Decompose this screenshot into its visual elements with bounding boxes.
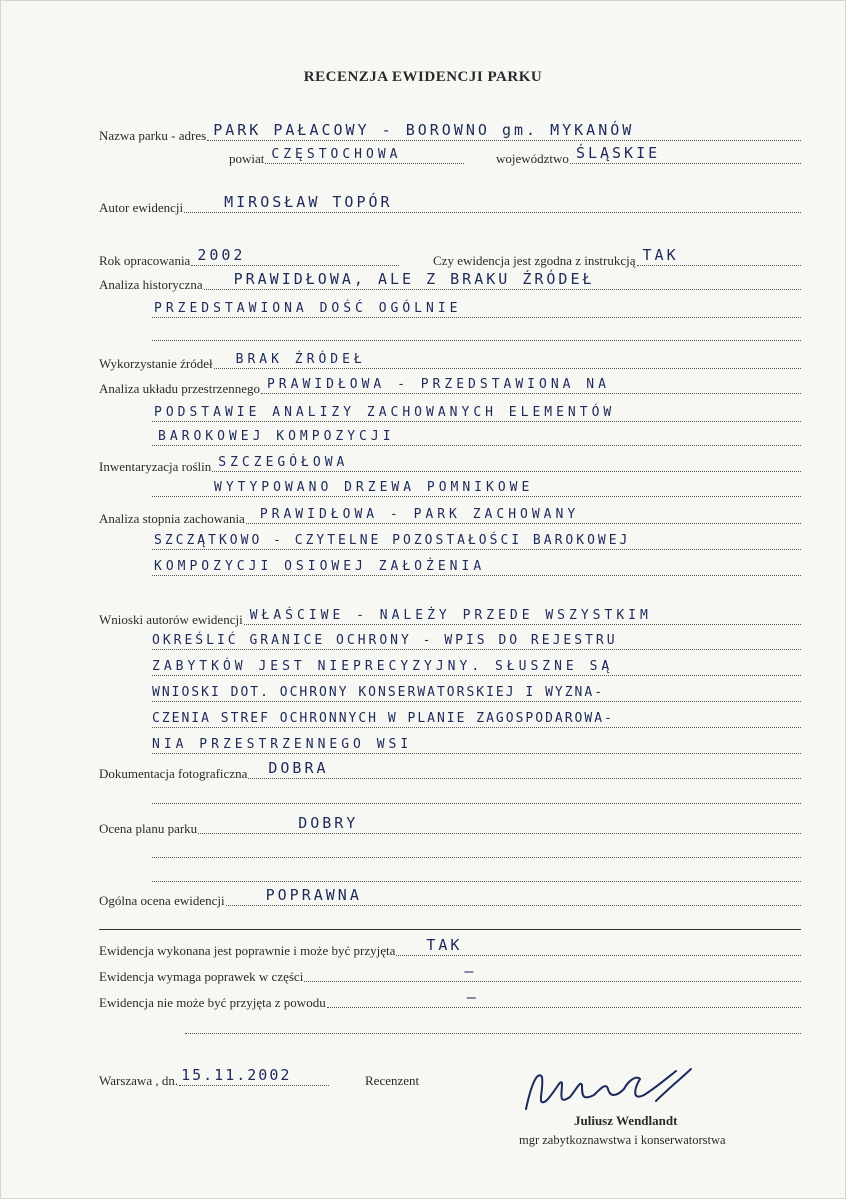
sources-label: Wykorzystanie źródeł xyxy=(99,356,213,371)
spatial-analysis-value-3: BAROKOWEJ KOMPOZYCJI xyxy=(158,429,395,444)
compliance-label: Czy ewidencja jest zgodna z instrukcją xyxy=(433,253,636,268)
park-plan-line-3 xyxy=(152,859,801,882)
county-line xyxy=(265,141,464,164)
date-line xyxy=(179,1063,329,1086)
corrections-line xyxy=(304,959,801,982)
sources-line xyxy=(214,346,801,369)
year-row xyxy=(99,247,399,269)
overall-rating-value: POPRAWNA xyxy=(265,886,362,904)
historical-analysis-row-3 xyxy=(151,322,801,344)
spatial-analysis-value-1: PRAWIDŁOWA - PRZEDSTAWIONA NA xyxy=(266,377,610,392)
conclusions-authors-value-6: NIA PRZESTRZENNEGO WSI xyxy=(152,737,413,752)
handwritten-signature xyxy=(516,1061,726,1121)
park-name-value: PARK PAŁACOWY - BOROWNO gm. MYKANÓW xyxy=(213,121,635,139)
author-row xyxy=(99,194,801,216)
county-row xyxy=(229,145,464,167)
conclusions-authors-line-3 xyxy=(152,653,801,676)
date-row xyxy=(99,1067,329,1089)
photo-documentation-line-2 xyxy=(152,781,801,804)
year-line xyxy=(191,243,399,266)
park-plan-row-2 xyxy=(151,839,801,861)
sources-value: BRAK ŹRÓDEŁ xyxy=(235,352,366,367)
park-plan-line-2 xyxy=(152,835,801,858)
park-plan-line-1 xyxy=(198,811,801,834)
spatial-analysis-value-2: PODSTAWIE ANALIZY ZACHOWANYCH ELEMENTÓW xyxy=(154,405,616,420)
spatial-analysis-row-3 xyxy=(151,427,801,449)
park-plan-label: Ocena planu parku xyxy=(99,821,198,836)
county-label: powiat xyxy=(229,151,265,166)
conclusions-authors-row xyxy=(99,606,801,628)
spatial-analysis-label: Analiza układu przestrzennego xyxy=(99,381,260,396)
plant-inventory-row xyxy=(99,453,801,475)
date-label: Warszawa , dn. xyxy=(99,1073,179,1088)
historical-analysis-line-3 xyxy=(152,318,801,341)
compliance-row xyxy=(433,247,801,269)
compliance-line xyxy=(637,243,801,266)
conclusions-authors-line-4 xyxy=(152,679,801,702)
park-plan-row xyxy=(99,815,801,837)
corrections-value: — xyxy=(464,962,477,980)
conclusions-authors-value-1: WŁAŚCIWE - NALEŻY PRZEDE WSZYSTKIM xyxy=(249,608,652,623)
historical-analysis-row xyxy=(99,271,801,293)
conclusions-authors-row-2 xyxy=(151,631,801,653)
voivodeship-value: ŚLĄSKIE xyxy=(575,144,661,162)
conclusions-authors-row-3 xyxy=(151,657,801,679)
year-value: 2002 xyxy=(197,246,246,264)
spatial-analysis-row-2 xyxy=(151,403,801,425)
conclusions-authors-line-1 xyxy=(244,602,801,625)
conclusions-authors-row-6 xyxy=(151,735,801,757)
form-title: RECENZJA EWIDENCJI PARKU xyxy=(303,69,543,85)
conclusions-authors-line-2 xyxy=(152,627,801,650)
photo-documentation-row-2 xyxy=(151,785,801,807)
plant-inventory-value-2: WYTYPOWANO DRZEWA POMNIKOWE xyxy=(214,480,534,495)
overall-rating-label: Ogólna ocena ewidencji xyxy=(99,893,225,908)
author-label: Autor ewidencji xyxy=(99,200,184,215)
photo-documentation-line-1 xyxy=(248,756,801,779)
county-value: CZĘSTOCHOWA xyxy=(271,147,402,162)
year-label: Rok opracowania xyxy=(99,253,191,268)
spatial-analysis-line-2 xyxy=(152,399,801,422)
reviewer-label: Recenzent xyxy=(365,1073,420,1088)
plant-inventory-value-1: SZCZEGÓŁOWA xyxy=(218,455,349,470)
park-plan-value: DOBRY xyxy=(298,814,359,832)
historical-analysis-line-2 xyxy=(152,295,801,318)
rejected-label: Ewidencja nie może być przyjęta z powodu xyxy=(99,995,326,1010)
reviewer-row xyxy=(365,1067,419,1089)
plant-inventory-line-2 xyxy=(152,474,801,497)
accepted-row xyxy=(99,937,801,959)
historical-analysis-value-1: PRAWIDŁOWA, ALE Z BRAKU ŹRÓDEŁ xyxy=(233,270,595,288)
preservation-row xyxy=(99,505,801,527)
preservation-value-2: SZCZĄTKOWO - CZYTELNE POZOSTAŁOŚCI BAROKOWEJ xyxy=(154,533,631,548)
author-line xyxy=(184,190,801,213)
preservation-label: Analiza stopnia zachowania xyxy=(99,511,245,526)
photo-documentation-value: DOBRA xyxy=(268,759,329,777)
conclusions-authors-row-5 xyxy=(151,709,801,731)
conclusions-authors-line-6 xyxy=(152,731,801,754)
spatial-analysis-row xyxy=(99,375,801,397)
corrections-label: Ewidencja wymaga poprawek w części xyxy=(99,969,304,984)
overall-rating-row xyxy=(99,887,801,909)
accepted-value: TAK xyxy=(426,936,463,954)
preservation-line-1 xyxy=(246,501,801,524)
historical-analysis-line-1 xyxy=(204,267,801,290)
rejected-row xyxy=(99,989,801,1011)
historical-analysis-value-2: PRZEDSTAWIONA DOŚĆ OGÓLNIE xyxy=(154,301,462,316)
spatial-analysis-line-3 xyxy=(152,423,801,446)
voivodeship-line xyxy=(570,141,801,164)
compliance-value: TAK xyxy=(642,246,679,264)
signer-name: Juliusz Wendlandt xyxy=(574,1113,678,1128)
signer-title: mgr zabytkoznawstwa i konserwatorstwa xyxy=(519,1133,726,1147)
accepted-label: Ewidencja wykonana jest poprawnie i może być przyjęta xyxy=(99,943,396,958)
spatial-analysis-line-1 xyxy=(261,371,801,394)
conclusions-authors-value-3: ZABYTKÓW JEST NIEPRECYZYJNY. SŁUSZNE SĄ xyxy=(152,659,614,674)
conclusions-authors-label: Wnioski autorów ewidencji xyxy=(99,612,243,627)
date-value: 15.11.2002 xyxy=(181,1066,292,1084)
preservation-row-2 xyxy=(151,531,801,553)
plant-inventory-label: Inwentaryzacja roślin xyxy=(99,459,212,474)
conclusions-authors-line-5 xyxy=(152,705,801,728)
conclusions-authors-row-4 xyxy=(151,683,801,705)
historical-analysis-label: Analiza historyczna xyxy=(99,277,203,292)
park-plan-row-3 xyxy=(151,863,801,885)
rejected-value: — xyxy=(466,988,479,1006)
accepted-line xyxy=(396,933,801,956)
section-divider xyxy=(99,929,801,930)
overall-rating-line xyxy=(226,883,801,906)
photo-documentation-row xyxy=(99,760,801,782)
preservation-line-2 xyxy=(152,527,801,550)
park-name-label: Nazwa parku - adres xyxy=(99,128,207,143)
corrections-row xyxy=(99,963,801,985)
preservation-value-3: KOMPOZYCJI OSIOWEJ ZAŁOŻENIA xyxy=(154,559,486,574)
conclusions-authors-value-2: OKREŚLIĆ GRANICE OCHRONY - WPIS DO REJESTRU xyxy=(152,633,618,648)
plant-inventory-row-2 xyxy=(151,478,801,500)
author-value: MIROSŁAW TOPÓR xyxy=(224,193,393,211)
conclusions-authors-value-5: CZENIA STREF OCHRONNYCH W PLANIE ZAGOSPODAROWA- xyxy=(152,711,614,726)
plant-inventory-line-1 xyxy=(212,449,801,472)
sources-row xyxy=(99,350,801,372)
voivodeship-row xyxy=(496,145,801,167)
park-name-line xyxy=(207,118,801,141)
rejected-row-2 xyxy=(184,1015,801,1037)
rejected-line-2 xyxy=(185,1011,801,1034)
conclusions-authors-value-4: WNIOSKI DOT. OCHRONY KONSERWATORSKIEJ I WYZNA- xyxy=(152,685,605,700)
preservation-value-1: PRAWIDŁOWA - PARK ZACHOWANY xyxy=(259,507,580,522)
voivodeship-label: województwo xyxy=(496,151,569,166)
preservation-row-3 xyxy=(151,557,801,579)
preservation-line-3 xyxy=(152,553,801,576)
photo-documentation-label: Dokumentacja fotograficzna xyxy=(99,766,248,781)
rejected-line xyxy=(327,985,801,1008)
